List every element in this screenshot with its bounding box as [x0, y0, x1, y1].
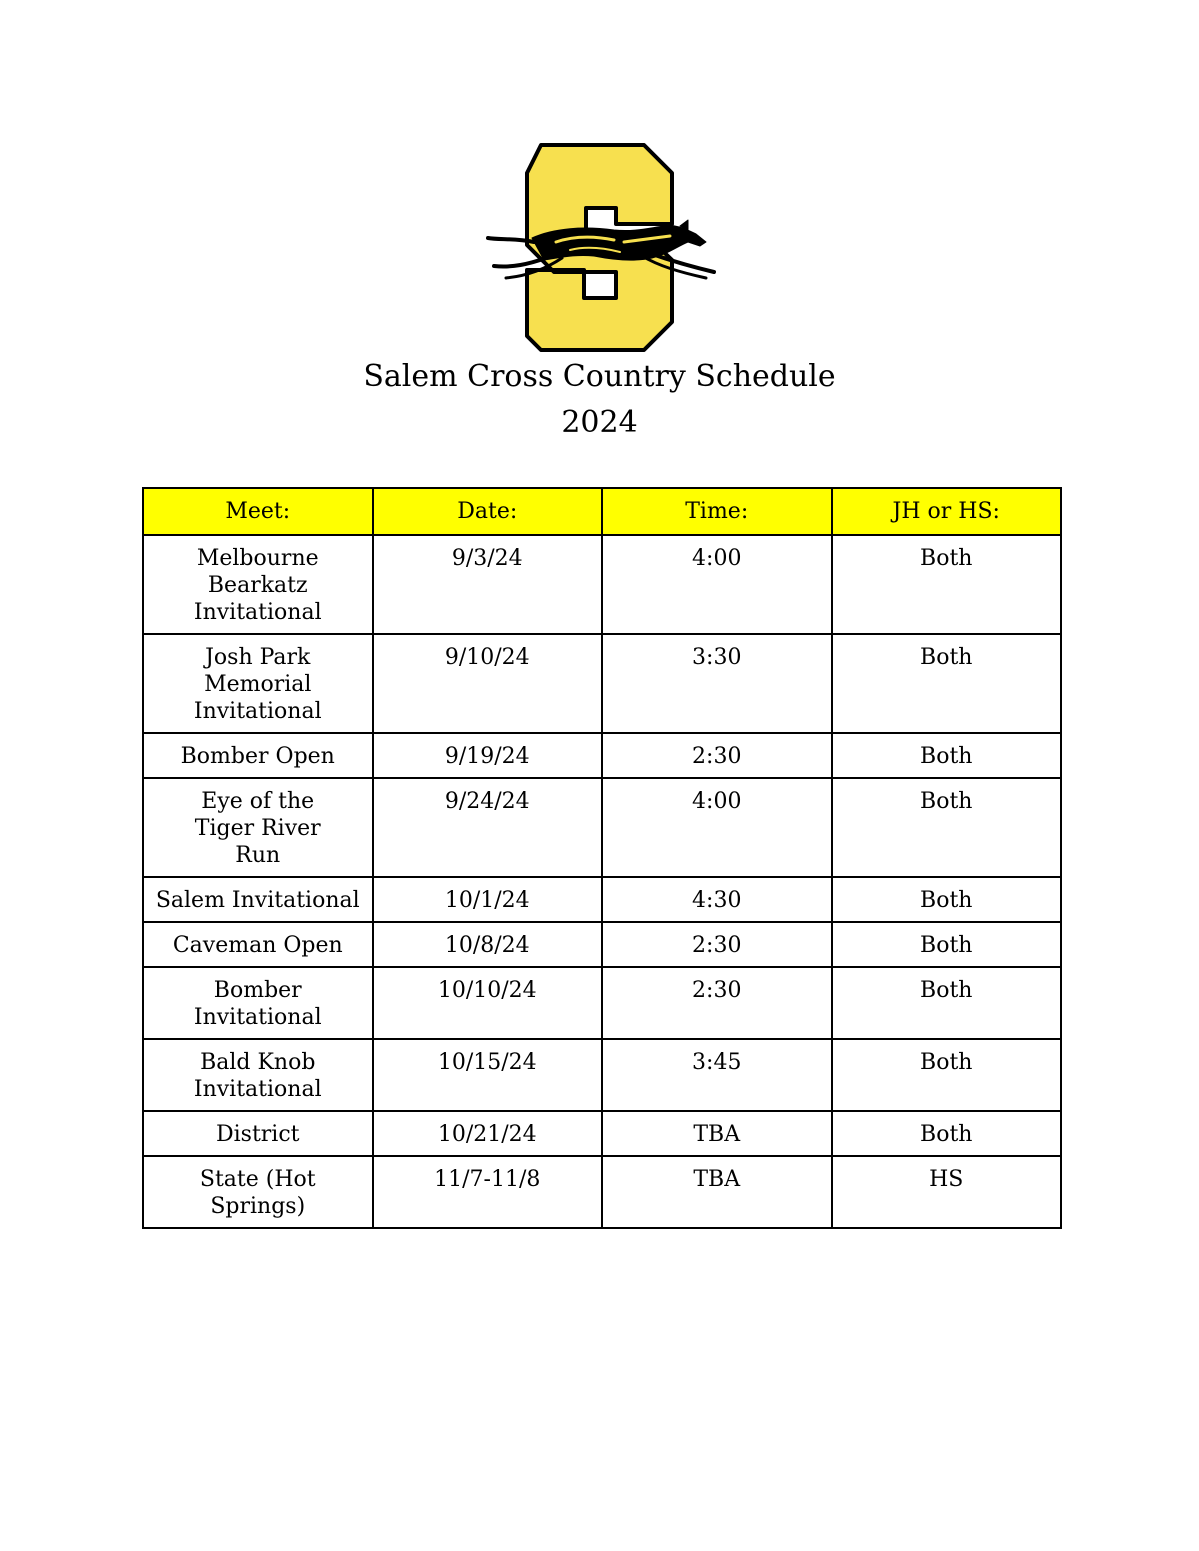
table-row [143, 1156, 1061, 1228]
time-cell: 2:30 [602, 967, 832, 1039]
time-cell: 2:30 [602, 733, 832, 778]
level-cell: Both [832, 778, 1062, 877]
time-cell: 4:00 [602, 535, 832, 634]
column-header-time: Time: [602, 488, 832, 535]
table-row [143, 535, 1061, 634]
table-row [143, 922, 1061, 967]
table-row [143, 733, 1061, 778]
meet-cell [143, 967, 373, 1039]
meet-cell [143, 922, 373, 967]
meet-cell [143, 634, 373, 733]
level-cell: Both [832, 967, 1062, 1039]
meet-cell [143, 1111, 373, 1156]
date-cell: 9/10/24 [373, 634, 603, 733]
page-title: Salem Cross Country Schedule [363, 359, 836, 394]
date-cell: 9/19/24 [373, 733, 603, 778]
date-cell: 9/3/24 [373, 535, 603, 634]
meet-name: Melbourne Bearkatz Invitational [193, 546, 322, 625]
time-cell: 3:45 [602, 1039, 832, 1111]
date-cell: 11/7-11/8 [373, 1156, 603, 1228]
meet-cell [143, 1039, 373, 1111]
time-cell: 4:30 [602, 877, 832, 922]
schedule-table [142, 487, 1062, 1229]
date-cell: 10/21/24 [373, 1111, 603, 1156]
date-cell: 10/15/24 [373, 1039, 603, 1111]
time-cell: 3:30 [602, 634, 832, 733]
time-cell: TBA [602, 1156, 832, 1228]
date-cell: 9/24/24 [373, 778, 603, 877]
level-cell: Both [832, 634, 1062, 733]
time-cell: 2:30 [602, 922, 832, 967]
meet-cell [143, 877, 373, 922]
meet-name: State (Hot Springs) [199, 1167, 316, 1219]
table-row [143, 877, 1061, 922]
date-cell: 10/10/24 [373, 967, 603, 1039]
meet-name: Eye of the Tiger River Run [194, 789, 321, 868]
column-header-meet: Meet: [143, 488, 373, 535]
meet-name: Bomber Open [180, 744, 335, 769]
column-header-date: Date: [373, 488, 603, 535]
level-cell: Both [832, 535, 1062, 634]
meet-name: Josh Park Memorial Invitational [193, 645, 322, 724]
table-row [143, 634, 1061, 733]
table-row [143, 967, 1061, 1039]
time-cell: TBA [602, 1111, 832, 1156]
meet-cell [143, 535, 373, 634]
level-cell: Both [832, 1111, 1062, 1156]
table-row [143, 1039, 1061, 1111]
table-row [143, 1111, 1061, 1156]
level-cell: Both [832, 1039, 1062, 1111]
meet-cell [143, 778, 373, 877]
level-cell: Both [832, 922, 1062, 967]
salem-s-greyhound-logo [474, 142, 726, 354]
date-cell: 10/1/24 [373, 877, 603, 922]
meet-name: District [215, 1122, 300, 1147]
table-header-row [143, 488, 1061, 535]
level-cell: HS [832, 1156, 1062, 1228]
table-row [143, 778, 1061, 877]
meet-name: Bomber Invitational [193, 978, 322, 1030]
level-cell: Both [832, 877, 1062, 922]
page-year: 2024 [561, 405, 638, 440]
column-header-level: JH or HS: [832, 488, 1062, 535]
level-cell: Both [832, 733, 1062, 778]
meet-name: Caveman Open [172, 933, 343, 958]
date-cell: 10/8/24 [373, 922, 603, 967]
meet-name: Salem Invitational [155, 888, 360, 913]
meet-cell [143, 1156, 373, 1228]
meet-cell [143, 733, 373, 778]
meet-name: Bald Knob Invitational [193, 1050, 322, 1102]
time-cell: 4:00 [602, 778, 832, 877]
